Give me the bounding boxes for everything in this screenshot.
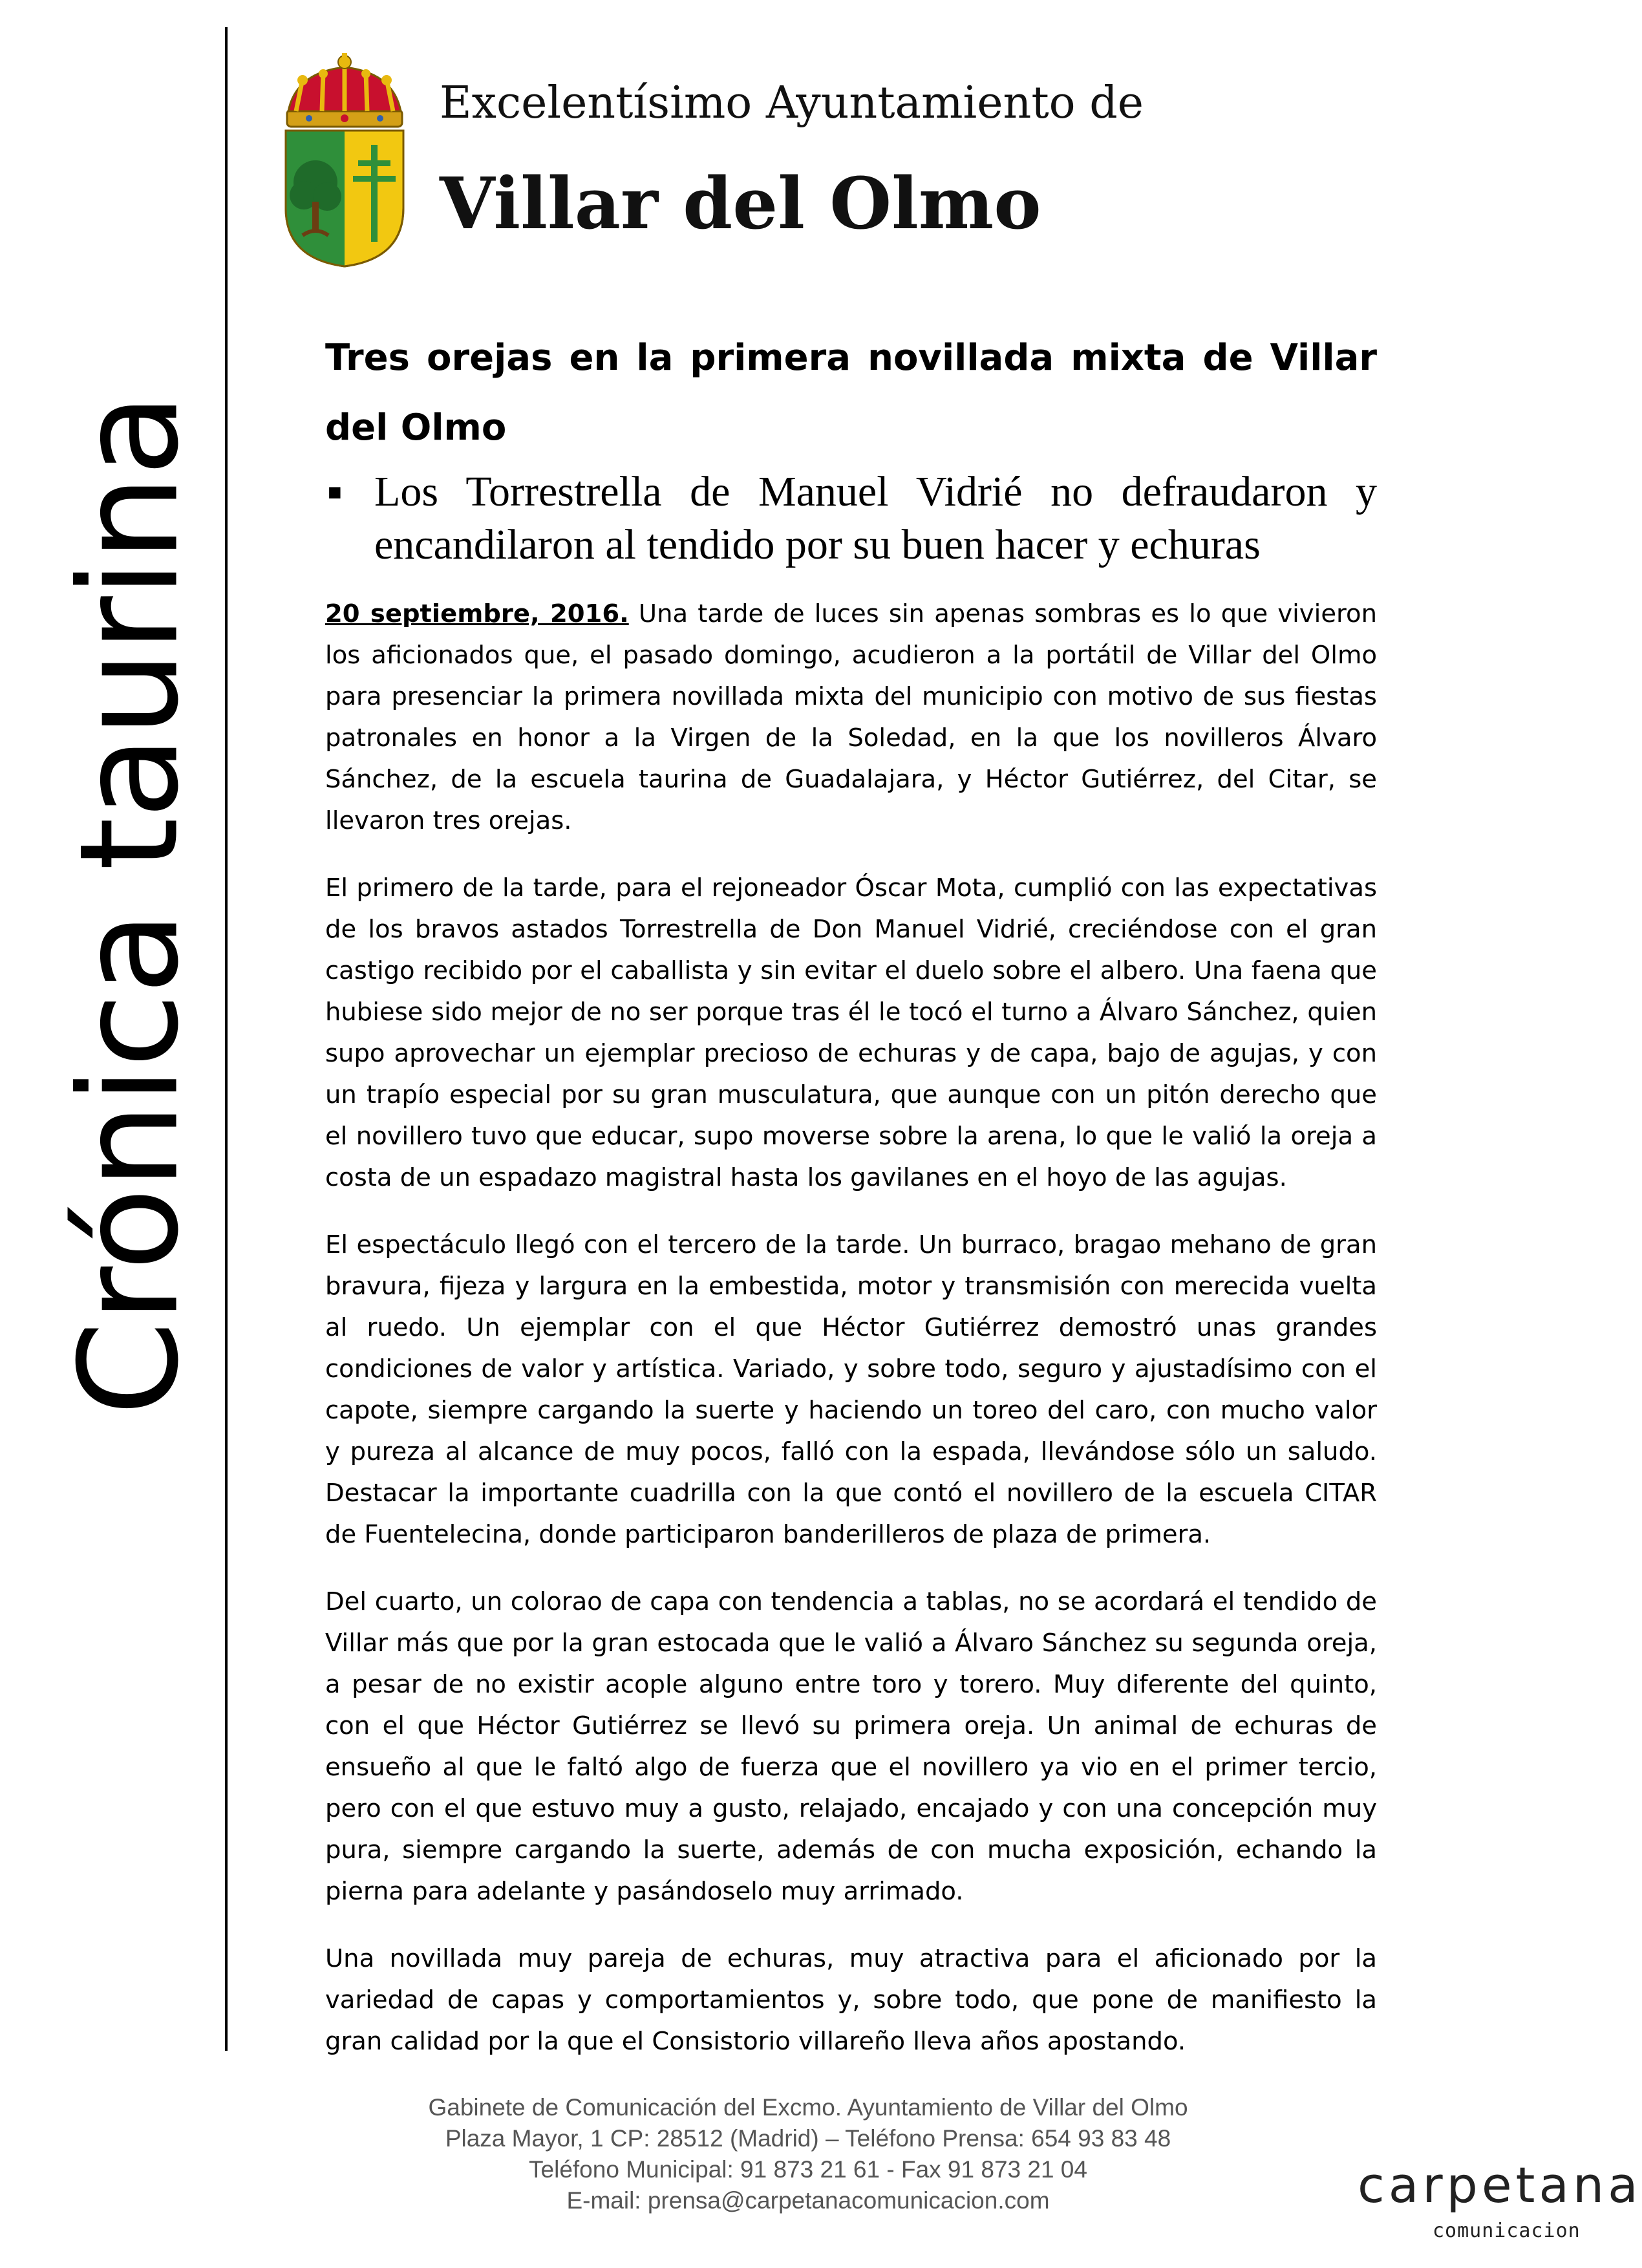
org-name-line1: Excelentísimo Ayuntamiento de: [440, 78, 1144, 129]
paragraph-5: Una novillada muy pareja de echuras, muy atractiva para el aficionado por la variedad de capas y comportamientos y, sobre todo, que pone de manifiesto la gran calidad por la que el Consistorio villareño lleva años apostando.: [325, 1944, 1377, 2056]
paragraph-4: Del cuarto, un colorao de capa con tendencia a tablas, no se acordará el tendido de Villar más que por la gran estocada que le valió a Álvaro Sánchez su segunda oreja, a pesar de no existir acople alguno entre toro y torero. Muy diferente del quinto, con el que Héctor Gutiérrez se llevó su primera oreja. Un animal de echuras de ensueño al que le faltó algo de fuerza que el novillero ya vio en el primer tercio, pero con el que estuvo muy a gusto, relajado, encajado y con una concepción muy pura, siempre cargando la suerte, además de con mucha exposición, echando la pierna para adelante y pasándoselo muy arrimado.: [325, 1587, 1377, 1906]
paragraph-2: El primero de la tarde, para el rejoneador Óscar Mota, cumplió con las expectativas de los bravos astados Torrestrella de Don Manuel Vidrié, creciéndose con el gran castigo recibido por el caballista y sin evitar el duelo sobre el albero. Una faena que hubiese sido mejor de no ser porque tras él le tocó el turno a Álvaro Sánchez, quien supo aprovechar un ejemplar precioso de echuras y de capa, bajo de agujas, y con un trapío especial por su gran musculatura, que aunque con un pitón derecho que el novillero tuvo que educar, supo moverse sobre la arena, lo que le valió la oreja a costa de un espadazo magistral hasta los gavilanes en el hoyo de las agujas.: [325, 873, 1377, 1192]
footer-line-3: Teléfono Municipal: 91 873 21 61 - Fax 91 873 21 04: [529, 2156, 1087, 2183]
agency-logo-word: carpetana: [1358, 2156, 1642, 2214]
footer-contact: [213, 2092, 1403, 2216]
footer-line-2: Plaza Mayor, 1 CP: 28512 (Madrid) – Teléfono Prensa: 654 93 83 48: [445, 2125, 1171, 2152]
org-name-line2: Villar del Olmo: [440, 162, 1041, 245]
footer-line-4: E-mail: prensa@carpetanacomunicacion.com: [566, 2187, 1050, 2214]
paragraph-1-text: Una tarde de luces sin apenas sombras es lo que vivieron los aficionados que, el pasado domingo, acudieron a la portátil de Villar del Olmo para presenciar la primera novillada mixta del municipio con motivo de sus fiestas patronales en honor a la Virgen de la Soledad, en la que los novilleros Álvaro Sánchez, de la escuela taurina de Guadalajara, y Héctor Gutiérrez, del Citar, se llevaron tres orejas.: [325, 599, 1377, 835]
crown-icon: [287, 53, 402, 127]
agency-logo-sub: comunicacion: [1433, 2220, 1581, 2242]
article-date: 20 septiembre, 2016.: [325, 599, 629, 628]
article-subhead-text: Los Torrestrella de Manuel Vidrié no defraudaron y encandilaron al tendido por su buen hacer y echuras: [374, 468, 1377, 568]
agency-logo: [1345, 2156, 1642, 2253]
footer-line-1: Gabinete de Comunicación del Excmo. Ayuntamiento de Villar del Olmo: [428, 2094, 1188, 2121]
article-subhead: [325, 465, 1377, 572]
article-headline: Tres orejas en la primera novillada mixta de Villar del Olmo: [325, 337, 1377, 449]
vertical-divider: [225, 27, 228, 2051]
article: [325, 323, 1377, 2062]
bullet-icon: ■: [328, 479, 342, 505]
shield-icon: [286, 131, 403, 266]
paragraph-1: [325, 594, 1377, 842]
coat-of-arms: [277, 53, 412, 270]
paragraph-3: El espectáculo llegó con el tercero de la tarde. Un burraco, bragao mehano de gran bravura, fijeza y largura en la embestida, motor y transmisión con merecida vuelta al ruedo. Un ejemplar con el que Héctor Gutiérrez demostró unas grandes condiciones de valor y artística. Variado, y sobre todo, seguro y ajustadísimo con el capote, siempre cargando la suerte y haciendo un toreo del caro, con mucho valor y pureza al alcance de muy pocos, falló con la espada, llevándose sólo un saludo. Destacar la importante cuadrilla con la que contó el novillero de la escuela CITAR de Fuentelecina, donde participaron banderilleros de plaza de primera.: [325, 1230, 1377, 1549]
